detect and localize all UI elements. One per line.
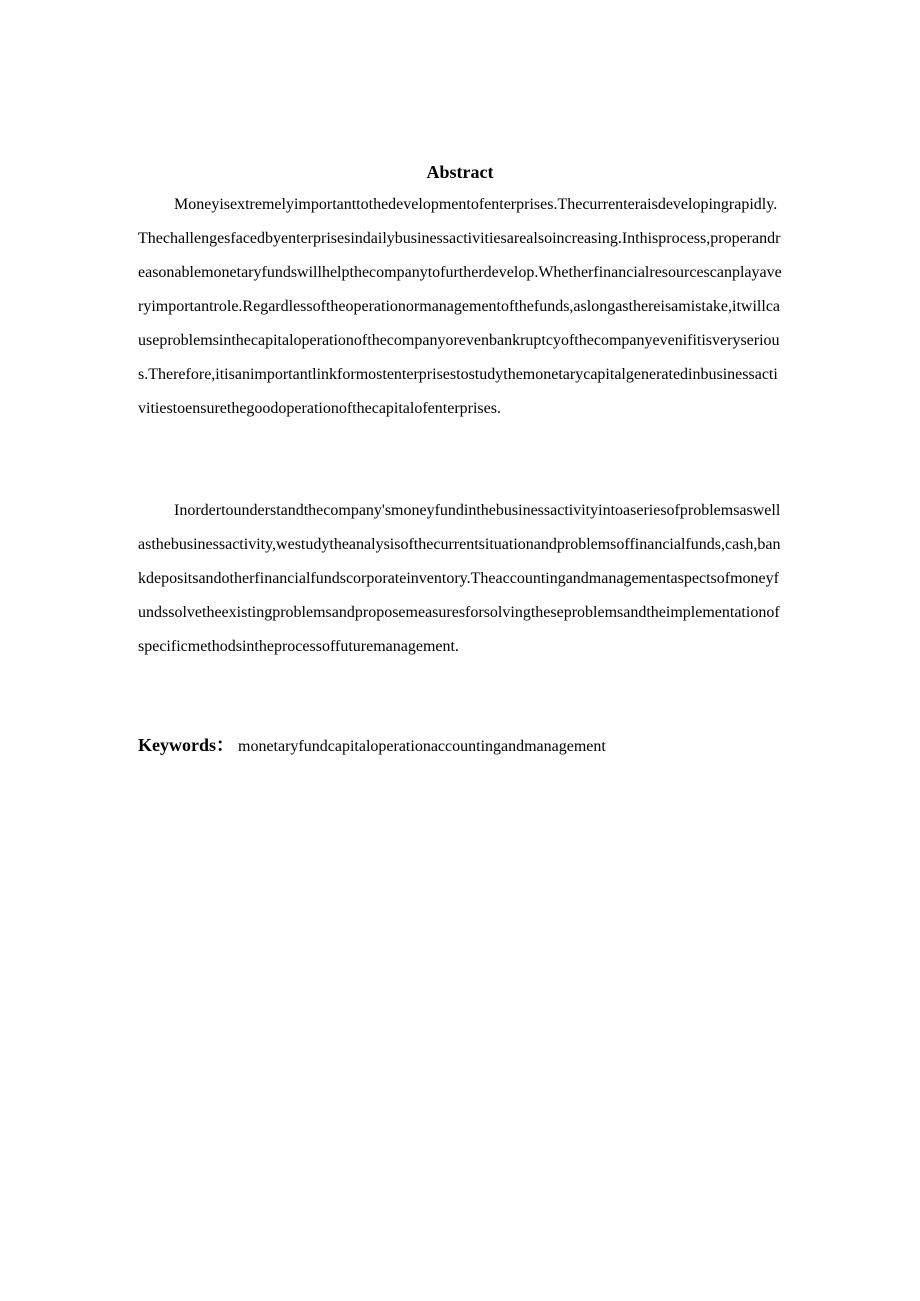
- abstract-paragraph-1: Moneyisextremelyimportanttothedevelopmentofenterprises.Thecurrenteraisdevelopingrapidly.Thechallengesfacedbyenterprisesindailybusinessactivitiesarealsoincreasing.Inthisprocess,properandreasonablemonetaryfundswillhelpthecompanytofurtherdevelop.Whetherfinancialresourcescanplayaveryimportantrole.Regardlessoftheoperationormanagementofthefunds,aslongasthereisamistake,itwillcauseproblemsinthecapitaloperationofthecompanyorevenbankruptcyofthecompanyevenifitisveryserious.Therefore,itisanimportantlinkformostenterprisestostudythemonetarycapitalgeneratedinbusinessactivitiestoensurethegoodoperationofthecapitalofenterprises.: [138, 196, 782, 417]
- abstract-title: Abstract: [426, 162, 494, 182]
- keywords-label: Keywords：: [138, 735, 234, 755]
- keywords-text: monetaryfundcapitaloperationaccountingandmanagement: [238, 738, 606, 755]
- abstract-paragraph-2: Inordertounderstandthecompany'smoneyfundinthebusinessactivityintoaseriesofproblemsaswellasthebusinessactivity,westudytheanalysisofthecurrentsituationandproblemsoffinancialfunds,cash,bankdepositsandotherfinancialfundscorporateinventory.Theaccountingandmanagementaspectsofmoneyfundssolvetheexistingproblemsandproposemeasuresforsolvingtheseproblemsandtheimplementationofspecificmethodsintheprocessoffuturemanagement.: [138, 502, 781, 655]
- keywords-line: [138, 731, 838, 761]
